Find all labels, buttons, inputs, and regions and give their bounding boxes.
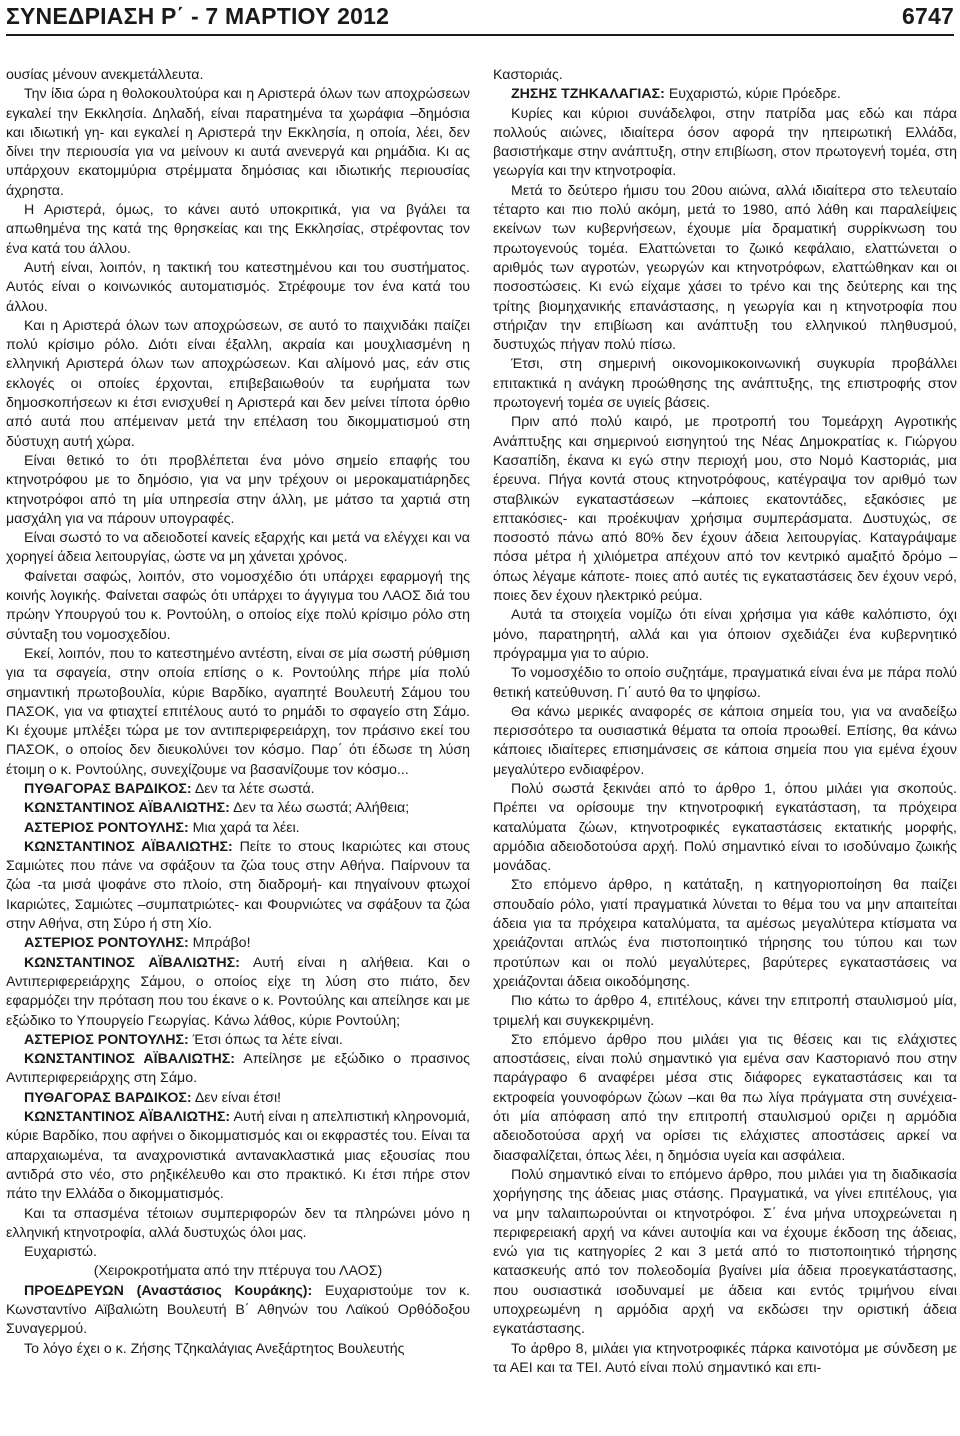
paragraph <box>493 1166 957 1340</box>
paragraph <box>6 645 470 780</box>
paragraph-text: Κυρίες και κύριοι συνάδελφοι, στην πατρίδα μας εδώ και πάρα πολλούς αιώνες, ιδιαίτερα όσον αφορά την ηπειρωτική Ελλάδα, βασιστήκαμε στην ανάπτυξη, στην επιβίωση, στον πρωτογενή τομέα, στη γεωργία και την κτηνοτροφία. <box>493 105 957 180</box>
speaker-paragraph <box>6 799 470 818</box>
left-column <box>6 66 470 1359</box>
paragraph <box>6 529 470 568</box>
paragraph-text: Πιο κάτω το άρθρο 4, επιτέλους, κάνει την επιτροπή σταυλισμού μία, τριμελή και συγκεκριμένη. <box>493 993 957 1029</box>
speaker-paragraph <box>6 780 470 799</box>
paragraph <box>493 606 957 664</box>
speaker-name: ΚΩΝΣΤΑΝΤΙΝΟΣ ΑΪΒΑΛΙΩΤΗΣ: <box>24 954 240 971</box>
paragraph <box>493 992 957 1031</box>
paragraph <box>493 664 957 703</box>
speaker-paragraph <box>6 1050 470 1089</box>
paragraph-text: Και τα σπασμένα τέτοιων συμπεριφορών δεν τα πληρώνει μόνο η ελληνική κτηνοτροφία, αλλά δυστυχώς όλοι μας. <box>6 1205 470 1241</box>
paragraph-text: Εκεί, λοιπόν, που το κατεστημένο αντέστη, είναι σε μία σωστή ρύθμιση για τα σφαγεία, στην οποία επίσης ο κ. Ροντούλης πήρε μία πολύ σημαντική πρωτοβουλία, κύριε Βαρδίκο, αγαπητέ Βουλευτή Σάμου του ΠΑΣΟΚ, για να φτιαχτεί επιτέλους αυτό το ρημάδι το σφαγείο στη Σάμο. Κι έχουμε μπλέξει τώρα με τον αντιπεριφερειάρχη, τον πράσινο εκεί του ΠΑΣΟΚ, ο οποίος δεν διευκολύνει τον κόσμο. Παρ΄ ότι έδωσε τη λύση έτοιμη ο κ. Ροντούλης, συνεχίζουμε να βασανίζουμε τον κόσμο... <box>6 645 470 778</box>
speaker-name: ΖΗΣΗΣ ΤΖΗΚΑΛΑΓΙΑΣ: <box>511 86 665 103</box>
paragraph-text: Ευχαριστούμε τον κ. Κωνσταντίνο Αϊβαλιώτη Βουλευτή Β΄ Αθηνών του Λαϊκού Ορθόδοξου Συναγερμού. <box>6 1282 470 1338</box>
paragraph-text: Καστοριάς. <box>493 67 563 83</box>
paragraph <box>493 66 957 85</box>
paragraph-text: Πείτε το στους Ικαριώτες και στους Σαμιώτες που πάνε να σφάξουν τα ζώα τους στην Αθήνα. Παίρνουν τα ζώα -τα μισά ψοφάνε στο πλοίο, στη διαδρομή- και πηγαίνουν φτωχοί Ικαριώτες, Σαμιώτες –συμπατριώτες- και Φουρνιώτες να σφάξουν τα ζώα στην Αθήνα, στη Σύρο ή στη Χίο. <box>6 838 471 933</box>
speaker-name: ΑΣΤΕΡΙΟΣ ΡΟΝΤΟΥΛΗΣ: <box>24 819 189 836</box>
paragraph-text: (Χειροκροτήματα από την πτέρυγα του ΛΑΟΣ) <box>93 1263 383 1280</box>
speaker-paragraph <box>493 85 957 104</box>
paragraph-text: Δεν τα λέτε σωστά. <box>191 780 315 797</box>
paragraph <box>493 703 957 780</box>
paragraph-text: Το νομοσχέδιο το οποίο συζητάμε, πραγματικά είναι ένα με πάρα πολύ θετική κατεύθυνση. Γι΄ αυτό θα το ψηφίσω. <box>493 665 957 701</box>
paragraph <box>493 182 957 356</box>
paragraph-text: Και η Αριστερά όλων των αποχρώσεων, σε αυτό το παιχνιδάκι παίζει πολύ κρίσιμο ρόλο. Διότι είναι έξαλλη, ακραία και μουχλιασμένη η ελληνική Αριστερά όλων των αποχρώσεων. Και αλίμονό μας, εάν στις εκλογές οι οποίες έρχονται, επιβεβαιωθούν τα ευρήματα των δημοσκοπήσεων κι έτσι ενισχυθεί η Αριστερά και δεν μείνει τίποτα όρθιο από αυτά που απέμειναν μετά την επέλαση του δικομματισμού στη δύστυχη αυτή χώρα. <box>6 317 470 450</box>
paragraph-text: Δεν είναι έτσι! <box>191 1089 282 1106</box>
paragraph <box>6 1262 470 1281</box>
paragraph <box>493 1340 957 1379</box>
paragraph-text: Το άρθρο 8, μιλάει για κτηνοτροφικές πάρκα καινοτόμα με σύνδεση με τα ΑΕΙ και τα ΤΕΙ. Αυτό είναι πολύ σημαντικό και επι- <box>493 1340 957 1376</box>
speaker-paragraph <box>6 819 470 838</box>
paragraph-text: Είναι σωστό το να αδειοδοτεί κανείς εξαρχής και μετά να ελέγχει και να χορηγεί άδεια λειτουργίας, ώστε να μη χάνεται χρόνος. <box>6 530 470 566</box>
page-header <box>6 2 954 36</box>
paragraph <box>6 66 470 85</box>
paragraph <box>6 1340 470 1359</box>
paragraph <box>493 413 957 606</box>
paragraph-text: Μια χαρά τα λέει. <box>188 819 300 836</box>
header-rule <box>6 34 954 36</box>
paragraph <box>493 355 957 413</box>
paragraph-text: Αυτή είναι, λοιπόν, η τακτική του κατεστημένου και του συστήματος. Αυτός είναι ο κοινωνικός αυτοματισμός. Στρέφουμε τον ένα κατά του άλλου. <box>6 259 470 315</box>
speaker-name: ΠΥΘΑΓΟΡΑΣ ΒΑΡΔΙΚΟΣ: <box>24 780 192 797</box>
paragraph-text: Αυτή είναι η απελπιστική κληρονομιά, κύριε Βαρδίκο, που αφήνει ο δικομματισμός και οι εκφραστές του. Είναι τα απαρχαιωμένα, τα αναχρονιστικά αντανακλαστικά μιας εξουσίας που αντιδρά στο νέο, στο ρηξικέλευθο και στο πρακτικό. Κι έτσι πήρε στον πάτο την Ελλάδα ο δικομματισμός. <box>6 1109 470 1203</box>
paragraph-text: Απείλησε με εξώδικο ο πρασινος Αντιπεριφερειάρχης στη Σάμο. <box>6 1051 470 1087</box>
paragraph <box>6 568 470 645</box>
paragraph-text: Η Αριστερά, όμως, το κάνει αυτό υποκριτικά, για να βγάλει τα απωθημένα της κατά της θρησκείας και της Εκκλησίας, στρέφοντας τον ένα κατά του άλλου. <box>6 202 470 257</box>
paragraph-text: Μετά το δεύτερο ήμισυ του 20ου αιώνα, αλλά ιδιαίτερα στο τελευταίο τέταρτο και πιο πολύ ακόμη, μετά το 1980, από λάθη και παραλείψεις εκείνων των κυβερνήσεων, έχουμε μία δραματική συρρίκνωση του πρωτογενούς τομέα. Ελαττώνεται το ζωικό κεφάλαιο, ελαττώνεται ο αριθμός των αγροτών, γεωργών και κτηνοτρόφων, ελαττώθηκαν και οι ποσοστώσεις. Κι ενώ είχαμε χάσει το τρένο και της δεύτερης και της τρίτης βιομηχανικής επανάστασης, η γεωργία και η κτηνοτροφία που στήριζαν την επιβίωση και ανάπτυξη του ελληνικού πληθυσμού, δυστυχώς πήγαν πολύ πίσω. <box>493 182 957 354</box>
paragraph-text: Πριν από πολύ καιρό, με προτροπή του Τομεάρχη Αγροτικής Ανάπτυξης και σημερινού εισηγητού της Νέας Δημοκρατίας κ. Γιώργου Κασαπίδη, έκανα κι εγώ στην περιοχή μου, στο Νομό Καστοριάς, μια έρευνα. Πήγα κοντά στους κτηνοτρόφους, κατέγραψα τον αριθμό των σταβλικών εγκαταστάσεων –κάποιες εκατοντάδες, εξακόσιες με επτακόσιες- και προέκυψαν χρήσιμα συμπεράσματα. Δυστυχώς, σε ποσοστό πάνω από 80% δεν έχουν άδεια λειτουργίας. Καταγράψαμε πόσα μέτρα ή χιλιόμετρα απέχουν από τον κεντρικό αμαξιτό δρόμο –όπως λέγαμε κάποτε- ποιες από αυτές τις εγκαταστάσεις δεν έχουν νερό, ποιες δεν έχουν ηλεκτρικό ρεύμα. <box>493 414 957 605</box>
paragraph-text: Θα κάνω μερικές αναφορές σε κάποια σημεία του, για να αναδείξω περισσότερο τα ουσιαστικά θέματα τα οποία προωθεί. Επίσης, θα κάνω κάποιες ιδιαίτερες επισημάνσεις σε κάποια σημεία που για εμένα έχουν μεγαλύτερο ενδιαφέρον. <box>493 703 957 778</box>
paragraph-text: Την ίδια ώρα η θολοκουλτούρα και η Αριστερά όλων των αποχρώσεων εγκαλεί την Εκκλησία. Δηλαδή, είναι παρατημένα τα χωράφια –δημόσια και ιδιωτική γη- και εγκαλεί η Αριστερά την Εκκλησία, η οποία, λέει, δεν δίνει την περιουσία για να μείνουν κι αυτά ανενεργά και ρημάδια. Κι ας υπάρχουν εκατομμύρια στρέμματα δημόσιας και ιδιωτικής περιουσίας άχρηστα. <box>6 86 470 199</box>
paragraph-text: Φαίνεται σαφώς, λοιπόν, στο νομοσχέδιο ότι υπάρχει εφαρμογή της κοινής λογικής. Φαίνεται σαφώς ότι υπάρχει το άγγιγμα του ΛΑΟΣ διά του πρώην Υπουργού του κ. Ροντούλη, ο οποίος είχε πολύ κρίσιμο ρόλο στη σύνταξη του νομοσχεδίου. <box>6 568 470 643</box>
paragraph-text: Αυτά τα στοιχεία νομίζω ότι είναι χρήσιμα για κάθε καλόπιστο, όχι μόνο, παρατηρητή, αλλά και για όποιον σχεδιάζει ένα κυβερνητικό πρόγραμμα για το αύριο. <box>493 607 957 662</box>
speaker-name: ΠΥΘΑΓΟΡΑΣ ΒΑΡΔΙΚΟΣ: <box>24 1089 192 1106</box>
paragraph <box>493 105 957 182</box>
paragraph <box>6 201 470 259</box>
speaker-paragraph <box>6 838 470 934</box>
paragraph <box>6 1243 470 1262</box>
paragraph <box>493 1031 957 1166</box>
paragraph-text: Δεν τα λέω σωστά; Αλήθεια; <box>229 800 410 817</box>
paragraph <box>6 85 470 201</box>
page-number: 6747 <box>902 3 954 29</box>
paragraph-text: Το λόγο έχει ο κ. Ζήσης Τζηκαλάγιας Ανεξάρτητος Βουλευτής <box>24 1340 405 1357</box>
speaker-name: ΚΩΝΣΤΑΝΤΙΝΟΣ ΑΪΒΑΛΙΩΤΗΣ: <box>24 1051 236 1068</box>
paragraph <box>6 259 470 317</box>
paragraph-text: Στο επόμενο άρθρο, η κατάταξη, η κατηγοριοποίηση θα παίζει σπουδαίο ρόλο, γιατί πραγματικά λύνεται το θέμα του να μην απαιτείται άδεια για τα πρόχειρα καταλύματα, τα αμέσως μεγαλύτερα κτίσματα να χρειάζονται απλώς ένα πιστοποιητικό τήρησης του τύπου και των προτύπων και οι πολύ μεγαλύτερες, βαρύτερες εγκαταστάσεις να χρειάζονται άδεια οικοδόμησης. <box>493 877 957 990</box>
speaker-name: ΑΣΤΕΡΙΟΣ ΡΟΝΤΟΥΛΗΣ: <box>24 935 189 952</box>
paragraph-text: Πολύ σημαντικό είναι το επόμενο άρθρο, που μιλάει για τη διαδικασία χορήγησης της άδειας μιας στάσης. Πραγματικά, να γίνει επιτέλους, για να μην ταλαιπωρούνται οι κτηνοτρόφοι. Σ΄ ένα μήνα υποχρεώνεται η περιφερειακή αρχή να κάνει αυτοψία και να έχουμε έκδοση της άδειας, ενώ για τις κατηγορίες 2 και 3 μετά από το πιστοποιητικό τήρησης κατασκευής από τον πολεοδομία βγαίνει μία άδεια προεγκατάστασης, που ουσιαστικά ισοδυναμεί με άδεια και εντός τριμήνου είναι υποχρεωμένη η αρμόδια αρχή να εκδώσει την οριστική άδεια εγκατάστασης. <box>493 1166 957 1338</box>
speaker-paragraph <box>6 954 470 1031</box>
speaker-name: ΠΡΟΕΔΡΕΥΩΝ (Αναστάσιος Κουράκης): <box>24 1282 313 1299</box>
paragraph <box>6 1205 470 1244</box>
paragraph-text: ουσίας μένουν ανεκμετάλλευτα. <box>6 67 204 83</box>
paragraph-text: Ευχαριστώ. <box>24 1244 97 1261</box>
speaker-name: ΚΩΝΣΤΑΝΤΙΝΟΣ ΑΪΒΑΛΙΩΤΗΣ: <box>24 800 230 817</box>
speaker-paragraph <box>6 1282 470 1340</box>
paragraph-text: Έτσι, στη σημερινή οικονομικοκοινωνική συγκυρία προβάλλει επιτακτικά η ανάγκη προώθησης της ανάπτυξης, της επιστροφής στον πρωτογενή τομέα σε υγιείς βάσεις. <box>493 356 957 412</box>
paragraph <box>6 452 470 529</box>
paragraph-text: Ευχαριστώ, κύριε Πρόεδρε. <box>664 86 841 103</box>
speaker-paragraph <box>6 1089 470 1108</box>
paragraph-text: Μπράβο! <box>188 935 251 952</box>
paragraph-text: Πολύ σωστά ξεκινάει από το άρθρο 1, όπου μιλάει για σκοπούς. Πρέπει να ορίσουμε την κτηνοτροφική εγκατάσταση, τα πρόχειρα καταλύματα ζώων, κτηνοτροφικές εγκαταστάσεις εκτατικής μορφής, αρμόδια αδειοδοτούσα αρχή. Πολύ σημαντικό είναι το ισοδύναμο ζωικής μονάδας. <box>493 780 957 875</box>
session-title: ΣΥΝΕΔΡΙΑΣΗ Ρ΄ - 7 ΜΑΡΤΙΟΥ 2012 <box>6 3 390 29</box>
paragraph-text: Αυτή είναι η αλήθεια. Και ο Αντιπεριφερειάρχης Σάμου, ο οποίος είχε τη λύση στο πιάτο, δεν εφαρμόζει την πρόταση που του έκανε ο κ. Ροντούλης και απείλησε και με εξώδικο το Υπουργείο Γεωργίας. Κάνω λάθος, κύριε Ροντούλη; <box>6 954 470 1029</box>
speaker-paragraph <box>6 1108 470 1204</box>
speaker-name: ΚΩΝΣΤΑΝΤΙΝΟΣ ΑΪΒΑΛΙΩΤΗΣ: <box>24 1109 231 1126</box>
paragraph <box>493 780 957 876</box>
paragraph <box>493 876 957 992</box>
speaker-name: ΑΣΤΕΡΙΟΣ ΡΟΝΤΟΥΛΗΣ: <box>24 1031 189 1048</box>
paragraph-text: Είναι θετικό το ότι προβλέπεται ένα μόνο σημείο επαφής του κτηνοτρόφου με το δημόσιο, για να μην τρέχουν οι μεροκαματιάρηδες κτηνοτρόφοι από τη μία υπηρεσία στην άλλη, με μάτσο τα χαρτιά στη μασχάλη για να πάρουν υπογραφές. <box>6 452 470 527</box>
speaker-name: ΚΩΝΣΤΑΝΤΙΝΟΣ ΑΪΒΑΛΙΩΤΗΣ: <box>24 838 233 855</box>
right-column <box>493 66 957 1378</box>
speaker-paragraph <box>6 1031 470 1050</box>
paragraph <box>6 317 470 452</box>
paragraph-text: Στο επόμενο άρθρο που μιλάει για τις θέσεις και τις ελάχιστες αποστάσεις, είναι πολύ σημαντικό για εμένα σαν Καστοριανό που στην παράγραφο 6 αναφέρει μέσα στις διάφορες εγκαταστάσεις και τα εκτροφεία γουνοφόρων ζώων –και θα πω λίγα πράγματα στη συνέχεια- ότι μία απόφαση από την επιτροπή σταυλισμού οριζει η αρμόδια αδειοδοτούσα αρχή να ορίσει τις ελάχιστες αποστάσεις αρκεί να διασφαλίζεται, όπως λέει, η δημόσια υγεία και ασφάλεια. <box>493 1031 957 1164</box>
speaker-paragraph <box>6 934 470 953</box>
paragraph-text: Έτσι όπως τα λέτε είναι. <box>188 1031 343 1048</box>
